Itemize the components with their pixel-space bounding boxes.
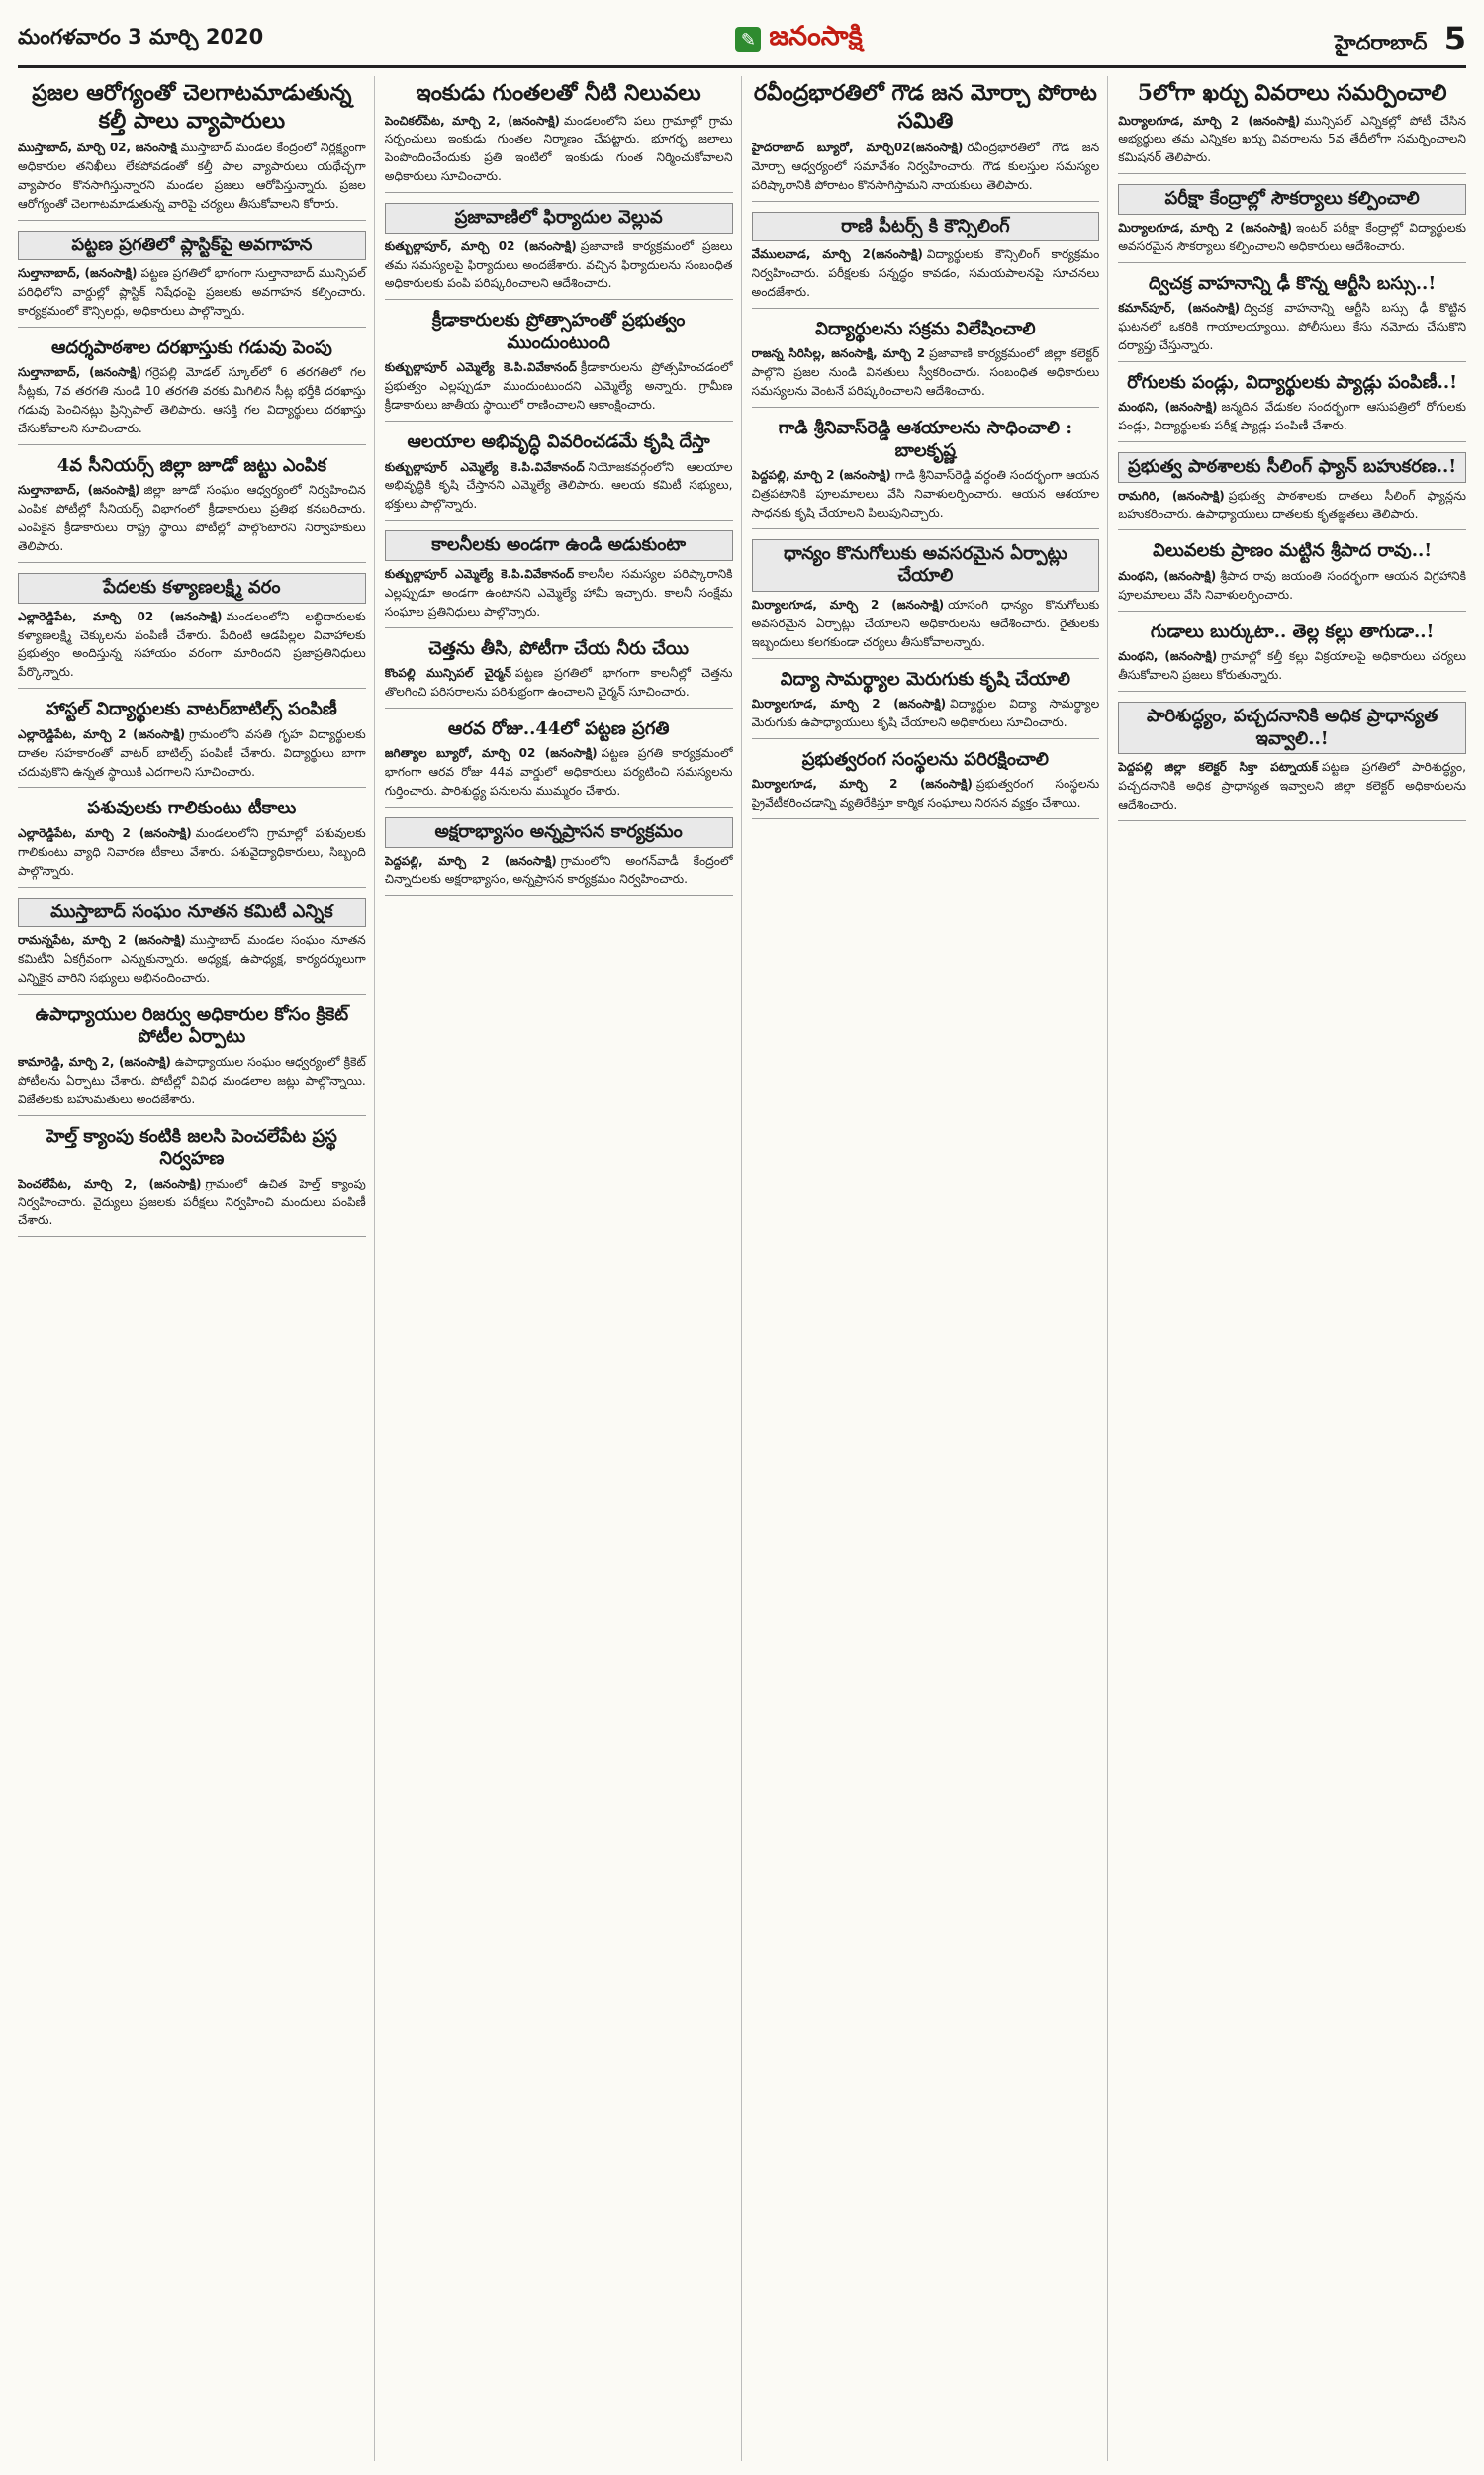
article-body (18, 1053, 366, 1109)
article (18, 573, 366, 689)
article-headline: ముస్తాబాద్ సంఘం నూతన కమిటీ ఎన్నిక (18, 898, 366, 928)
column-1 (18, 76, 375, 2461)
article-dateline: సుల్తానాబాద్, (జనంసాక్షి) (18, 483, 140, 498)
article-dateline: కుత్బుల్లాపూర్ ఎమ్మెల్యే కె.పి.వివేకానంద్ (384, 566, 575, 581)
article (1118, 621, 1466, 692)
article (1118, 452, 1466, 530)
article-text: మండలంలోని లబ్ధిదారులకు కళ్యాణలక్ష్మి చెక్కులను పంపిణీ చేశారు. పేదింటి ఆడపిల్లల వివాహాలకు ప్రభుత్వం అందిస్తున్న సహాయం వరంగా మారిందని ప్రజాప్రతినిధులు పేర్కొన్నారు. (18, 609, 366, 680)
article-headline: ప్రజావాణిలో ఫిర్యాదుల వెల్లువ (385, 203, 733, 234)
article-dateline: జగిత్యాల బ్యూరో, మార్చి 02 (జనంసాక్షి) (384, 746, 598, 761)
article (385, 817, 733, 896)
article-text: విద్యార్థుల విద్యా సామర్థ్యాల మెరుగుకు ఉపాధ్యాయులు కృషి చేయాలని అధికారులు సూచించారు. (751, 697, 1100, 729)
article-text: నియోజకవర్గంలోని ఆలయాల అభివృద్ధికి కృషి చేస్తానని ఎమ్మెల్యే తెలిపారు. ఆలయ కమిటీ సభ్యులు, భక్తులు పాల్గొన్నారు. (384, 459, 733, 512)
article-body (1118, 487, 1466, 524)
article-headline: హెల్త్ క్యాంపు కంటికి జలసి పెంచలేపేట ప్రస్థ నిర్వహణ (46, 1125, 337, 1170)
article-text: యాసంగి ధాన్యం కొనుగోలుకు అవసరమైన ఏర్పాట్లు చేయాలని అధికారులను ఆదేశించారు. రైతులకు ఇబ్బందులు కలగకుండా చర్యలు తీసుకోవాలన్నారు. (751, 597, 1100, 649)
article-dateline: మిర్యాలగూడ, మార్చి 2 (జనంసాక్షి) (1118, 220, 1293, 235)
article-body (385, 852, 733, 890)
article-dateline: పెద్దపల్లి, మార్చి 2 (జనంసాక్షి) (384, 853, 557, 868)
article (752, 80, 1100, 202)
article-dateline: మిర్యాలగూడ, మార్చి 2 (జనంసాక్షి) (751, 777, 973, 792)
article-headline: పారిశుద్ధ్యం, పచ్చదనానికి అధిక ప్రాధాన్యత ఇవ్వాలి..! (1118, 702, 1466, 754)
article-text: పట్టణ ప్రగతిలో భాగంగా సుల్తానాబాద్ మున్సిపల్ పరిధిలోని వార్డుల్లో ప్లాస్టిక్ నిషేధంపై ప్రజలకు అవగాహన కల్పించారు. కార్యక్రమంలో కౌన్సిలర్లు, అధికారులు పాల్గొన్నారు. (18, 266, 366, 318)
article-body (18, 481, 366, 556)
article-text: రవీంద్రభారతిలో గౌడ జన మోర్చా ఆధ్వర్యంలో సమావేశం నిర్వహించారు. గౌడ కులస్తుల సమస్యల పరిష్కారానికి పోరాటం కొనసాగిస్తామని నాయకులు తెలిపారు. (751, 141, 1100, 192)
article-columns (18, 76, 1466, 2461)
article-text: గ్రామంలోని వసతి గృహ విద్యార్థులకు దాతల సహకారంతో వాటర్ బాటిల్స్ పంపిణీ చేశారు. విద్యార్థులు బాగా చదువుకొని ఉన్నత స్థాయికి ఎదగాలని సూచించారు. (18, 726, 366, 779)
column-2 (385, 76, 742, 2461)
article-dateline: మిర్యాలగూడ, మార్చి 2 (జనంసాక్షి) (751, 697, 947, 712)
article-text: జన్మదిన వేడుకల సందర్భంగా ఆసుపత్రిలో రోగులకు పండ్లు, విద్యార్థులకు పరీక్ష ప్యాడ్లు పంపిణీ చేశారు. (1118, 400, 1466, 433)
article (752, 418, 1100, 529)
article-body (1118, 112, 1466, 168)
article (385, 203, 733, 300)
article-dateline: ఎల్లారెడ్డిపేట, మార్చి 02 (జనంసాక్షి) (18, 609, 223, 623)
article-body (752, 344, 1100, 401)
article-body (752, 139, 1100, 195)
article-text: మున్సిపల్ ఎన్నికల్లో పోటీ చేసిన అభ్యర్థులు తమ ఎన్నికల ఖర్చు వివరాలను 5వ తేదీలోగా సమర్పించాలని కమిషనర్ తెలిపారు. (1118, 113, 1466, 165)
article-headline: గుడాలు బుర్కుటా.. తెల్ల కల్లు తాగుడా..! (1150, 620, 1435, 642)
article (18, 898, 366, 995)
article-body (752, 695, 1100, 732)
article-body (752, 596, 1100, 652)
article-headline: ఆదర్శపాఠశాల దరఖాస్తుకు గడువు పెంపు (50, 336, 332, 358)
article-dateline: రామగిరి, (జనంసాక్షి) (1118, 488, 1225, 503)
article-body (18, 824, 366, 881)
article (385, 638, 733, 709)
article-headline: 5లోగా ఖర్చు వివరాలు సమర్పించాలి (1137, 80, 1447, 106)
article-dateline: మంథని, (జనంసాక్షి) (1118, 649, 1218, 664)
article (1118, 184, 1466, 262)
article-dateline: సుల్తానాబాద్, (జనంసాక్షి) (18, 266, 138, 281)
article (752, 749, 1100, 819)
issue-date: మంగళవారం 3 మార్చి 2020 (18, 25, 264, 48)
article-text: ప్రభుత్వ పాఠశాలకు దాతలు సీలింగ్ ఫ్యాన్లను బహుకరించారు. ఉపాధ్యాయులు దాతలకు కృతజ్ఞతలు తెలిపారు. (1118, 488, 1466, 522)
article-body (18, 1175, 366, 1231)
article-text: కాలనీల సమస్యల పరిష్కారానికి ఎల్లప్పుడూ అండగా ఉంటానని ఎమ్మెల్యే హామీ ఇచ్చారు. కాలనీ సంక్షేమ సంఘాల ప్రతినిధులు పాల్గొన్నారు. (384, 566, 733, 619)
article-text: శ్రీపాద రావు జయంతి సందర్భంగా ఆయన విగ్రహానికి పూలమాలలు వేసి నివాళులర్పించారు. (1118, 568, 1466, 602)
article (18, 231, 366, 328)
article-headline: చెత్తను తీసి, పోటీగా చేయ నీరు చేయి (428, 637, 690, 659)
article-body (385, 565, 733, 621)
article-text: గ్రామంలోని అంగన్‌వాడీ కేంద్రంలో చిన్నారులకు అక్షరాభ్యాసం, అన్నప్రాసన కార్యక్రమం నిర్వహించారు. (384, 853, 733, 887)
article-dateline: మిర్యాలగూడ, మార్చి 2 (జనంసాక్షి) (1118, 113, 1301, 128)
article (752, 539, 1100, 659)
article (1118, 702, 1466, 821)
article (385, 431, 733, 521)
article-headline: క్రీడాకారులకు ప్రోత్సాహంతో ప్రభుత్వం ముందుంటుంది (431, 310, 686, 353)
article-dateline: పెంచికల్‌పేట, మార్చి 2, (జనంసాక్షి) (384, 113, 561, 128)
article-headline: గాడి శ్రీనివాస్‌రెడ్డి ఆశయాలను సాధించాలి : బాలకృష్ణ (778, 418, 1073, 461)
article-headline: కాలనీలకు అండగా ఉండి అడుకుంటా (385, 530, 733, 561)
article-body (1118, 647, 1466, 685)
article-body (385, 112, 733, 187)
article-dateline: ఎల్లారెడ్డిపేట, మార్చి 2 (జనంసాక్షి) (18, 726, 186, 741)
logo-text: జనంసాక్షి (769, 21, 863, 51)
article-headline: ప్రభుత్వ పాఠశాలకు సీలింగ్ ఫ్యాన్ బహుకరణ..! (1118, 452, 1466, 483)
article-text: విద్యార్థులకు కౌన్సిలింగ్ కార్యక్రమం నిర్వహించారు. పరీక్షలకు సన్నద్ధం కావడం, సమయపాలనపై సూచనలు అందజేశారు. (751, 247, 1100, 300)
article-headline: రాణి పీటర్స్ కి కౌన్సిలింగ్ (752, 212, 1100, 242)
article-body (752, 245, 1100, 302)
article-headline: ఉపాధ్యాయుల రిజర్వు అధికారుల కోసం క్రికెట్ పోటీల ఏర్పాటు (35, 1003, 349, 1048)
article-text: ముస్తాబాద్ మండల సంఘం నూతన కమిటీని ఏకగ్రీవంగా ఎన్నుకున్నారు. అధ్యక్ష, ఉపాధ్యక్ష, కార్యదర్శులుగా ఎన్నికైన వారిని సభ్యులు అభినందించారు. (18, 933, 366, 985)
article-headline: పట్టణ ప్రగతిలో ప్లాస్టిక్‌పై అవగాహన (18, 231, 366, 261)
edition-info (1335, 20, 1466, 60)
masthead-logo (735, 21, 862, 58)
article-body (18, 931, 366, 988)
article-text: గాడి శ్రీనివాస్‌రెడ్డి వర్ధంతి సందర్భంగా ఆయన చిత్రపటానికి పూలమాలలు వేసి నివాళులర్పించారు. ఆయన ఆశయాల సాధనకు కృషి చేయాలని పిలుపునిచ్చారు. (751, 468, 1100, 520)
article (752, 212, 1100, 309)
article (752, 669, 1100, 739)
article-body (18, 725, 366, 782)
article-body (1118, 398, 1466, 435)
article-dateline: పెద్దపల్లి జిల్లా కలెక్టర్ సిక్తా పట్నాయక్ (1118, 760, 1319, 774)
article-dateline: కుత్బుల్లాపూర్, మార్చి 02 (జనంసాక్షి) (384, 238, 577, 253)
article-headline: విద్యార్థులను సక్రమ విలేషించాలి (815, 318, 1036, 339)
article-dateline: రామన్నపేట, మార్చి 2 (జనంసాక్షి) (18, 933, 186, 948)
article-body (1118, 567, 1466, 605)
article-dateline: కుత్బుల్లాపూర్ ఎమ్మెల్యే కె.పి.వివేకానంద్ (384, 360, 578, 375)
page-number: 5 (1443, 19, 1466, 57)
article (18, 455, 366, 563)
article (1118, 273, 1466, 362)
article-dateline: పెద్దపల్లి, మార్చి 2 (జనంసాక్షి) (751, 468, 891, 483)
article (385, 80, 733, 193)
article-headline: 4వ సీనియర్స్ జిల్లా జూడో జట్టు ఎంపిక (56, 454, 326, 476)
article-body (1118, 299, 1466, 355)
article-text: పట్టణ ప్రగతిలో పారిశుద్ధ్యం, పచ్చదనానికి అధిక ప్రాధాన్యత ఇవ్వాలని జిల్లా కలెక్టర్ అధికారులను ఆదేశించారు. (1118, 760, 1466, 811)
article-headline: పరీక్షా కేంద్రాల్లో సౌకర్యాలు కల్పించాలి (1118, 184, 1466, 215)
article (385, 530, 733, 627)
edition-city: హైదరాబాద్ (1334, 30, 1428, 54)
article (385, 310, 733, 422)
article-headline: పశువులకు గాలికుంటు టీకాలు (87, 798, 297, 819)
article-headline: రోగులకు పండ్లు, విద్యార్థులకు ప్యాడ్లు పంపిణీ..! (1127, 371, 1458, 393)
article-body (385, 664, 733, 702)
article-text: పట్టణ ప్రగతిలో భాగంగా కాలనీల్లో చెత్తను తొలగించి పరిసరాలను పరిశుభ్రంగా ఉంచాలని చైర్మన్ సూచించారు. (384, 666, 733, 699)
article (18, 699, 366, 788)
article (18, 798, 366, 887)
article-body (18, 363, 366, 438)
article-body (1118, 758, 1466, 814)
article-body (385, 744, 733, 801)
column-3 (752, 76, 1109, 2461)
article-headline: ఇంకుడు గుంతలతో నీటి నిలువలు (416, 80, 701, 106)
article-headline: హాస్టల్ విద్యార్థులకు వాటర్‌బాటిల్స్ పంపిణీ (46, 699, 337, 720)
article-body (385, 358, 733, 415)
article-text: మండలంలోని గ్రామాల్లో పశువులకు గాలికుంటు వ్యాధి నివారణ టీకాలు వేశారు. పశువైద్యాధికారులు, సిబ్బంది పాల్గొన్నారు. (18, 825, 366, 878)
article-headline: ఆరవ రోజు..44లో పట్టణ ప్రగతి (447, 717, 670, 739)
article-dateline: ఎల్లారెడ్డిపేట, మార్చి 2 (జనంసాక్షి) (18, 825, 192, 840)
article-dateline: మిర్యాలగూడ, మార్చి 2 (జనంసాక్షి) (751, 597, 945, 612)
article-dateline: కొంపల్లి మున్సిపల్ చైర్మన్ (384, 666, 511, 680)
article (18, 80, 366, 221)
article (1118, 80, 1466, 174)
article-body (18, 139, 366, 214)
article (385, 718, 733, 808)
article-headline: ద్విచక్ర వాహనాన్ని ఢీ కొన్న ఆర్టీసి బస్సు..! (1149, 272, 1437, 294)
article-text: జిల్లా జూడో సంఘం ఆధ్వర్యంలో నిర్వహించిన ఎంపిక పోటీల్లో సీనియర్స్ విభాగంలో క్రీడాకారులు ప్రతిభ కనబరిచారు. ఎంపికైన క్రీడాకారులు రాష్ట్ర స్థాయి పోటీల్లో పాల్గొంటారని నిర్వాహకులు తెలిపారు. (18, 483, 366, 554)
article-dateline: సుల్తానాబాద్, (జనంసాక్షి) (18, 365, 142, 380)
article-dateline: ముస్తాబాద్, మార్చి 02, జనంసాక్షి (18, 141, 177, 154)
article-text: ప్రజావాణి కార్యక్రమంలో జిల్లా కలెక్టర్ పాల్గొని ప్రజల నుండి వినతులు స్వీకరించారు. సంబంధిత అధికారులు సమస్యలను వెంటనే పరిష్కరించాలని ఆదేశించారు. (751, 346, 1100, 399)
article (1118, 372, 1466, 442)
article-text: పట్టణ ప్రగతి కార్యక్రమంలో భాగంగా ఆరవ రోజు 44వ వార్డులో అధికారులు పర్యటించి సమస్యలను గుర్తించారు. పారిశుద్ధ్య పనులను ముమ్మరం చేశారు. (384, 746, 733, 799)
article-text: ద్విచక్ర వాహనాన్ని ఆర్టీసి బస్సు ఢీ కొట్టిన ఘటనలో ఒకరికి గాయాలయ్యాయి. పోలీసులు కేసు నమోదు చేసుకొని దర్యాప్తు చేస్తున్నారు. (1118, 301, 1466, 352)
article-text: గర్రెపల్లి మోడల్ స్కూల్‌లో 6 తరగతిలో గల సీట్లకు, 7వ తరగతి నుండి 10 తరగతి వరకు మిగిలిన సీట్ల భర్తీకి దరఖాస్తు గడువు పెంచినట్లు ప్రిన్సిపాల్ తెలిపారు. ఆసక్తి గల విద్యార్థులు దరఖాస్తు చేసుకోవాలని సూచించారు. (18, 365, 366, 436)
article-body (385, 238, 733, 294)
article-text: మండలంలోని పలు గ్రామాల్లో గ్రామ సర్పంచులు ఇంకుడు గుంతల నిర్మాణం చేపట్టారు. భూగర్భ జలాలు పెంపొందించేందుకు ప్రతి ఇంటిలో ఇంకుడు గుంత నిర్మించుకోవాలని అధికారులు సూచించారు. (384, 113, 733, 184)
article-text: క్రీడాకారులను ప్రోత్సహించడంలో ప్రభుత్వం ఎల్లప్పుడూ ముందుంటుందని ఎమ్మెల్యే అన్నారు. గ్రామీణ క్రీడాకారులు జాతీయ స్థాయిలో రాణించాలని ఆకాంక్షించారు. (384, 360, 733, 413)
article-text: ఇంటర్ పరీక్షా కేంద్రాల్లో విద్యార్థులకు అవసరమైన సౌకర్యాలు కల్పించాలని అధికారులు ఆదేశించారు. (1118, 220, 1466, 253)
article-headline: పేదలకు కళ్యాణలక్ష్మి వరం (18, 573, 366, 604)
article-dateline: పెంచలేపేట, మార్చి 2, (జనంసాక్షి) (18, 1176, 202, 1190)
article-headline: విలువలకు ప్రాణం మట్టిన శ్రీపాద రావు..! (1153, 540, 1433, 562)
article-body (752, 775, 1100, 812)
article-dateline: హైదరాబాద్ బ్యూరో, మార్చి02(జనంసాక్షి) (751, 141, 964, 154)
article-headline: ప్రజల ఆరోగ్యంతో చెలగాటమాడుతున్న కల్తీ పాలు వ్యాపారులు (32, 80, 352, 134)
article-dateline: వేములవాడ, మార్చి 2(జనంసాక్షి) (751, 247, 923, 262)
article-text: గ్రామంలో ఉచిత హెల్త్ క్యాంపు నిర్వహించారు. వైద్యులు ప్రజలకు పరీక్షలు నిర్వహించి మందులు పంపిణీ చేశారు. (18, 1176, 366, 1228)
article-headline: అక్షరాభ్యాసం అన్నప్రాసన కార్యక్రమం (385, 817, 733, 848)
article-body (18, 608, 366, 683)
masthead (18, 14, 1466, 68)
article-body (752, 466, 1100, 523)
article (18, 337, 366, 445)
article-body (385, 458, 733, 515)
article-headline: ఆలయాల అభివృద్ధి వివరించడమే కృషి దేస్తా (407, 431, 710, 453)
article (18, 1004, 366, 1116)
article (752, 319, 1100, 408)
article-text: ప్రభుత్వరంగ సంస్థలను ప్రైవేటీకరించడాన్ని వ్యతిరేకిస్తూ కార్మిక సంఘాలు నిరసన వ్యక్తం చేశాయి. (751, 777, 1100, 810)
article-body (1118, 219, 1466, 256)
article (18, 1126, 366, 1238)
article-headline: రవీంద్రభారతిలో గౌడ జన మోర్చా పోరాట సమితి (753, 80, 1097, 134)
article-headline: ప్రభుత్వరంగ సంస్థలను పరిరక్షించాలి (801, 748, 1049, 770)
article-text: ఉపాధ్యాయుల సంఘం ఆధ్వర్యంలో క్రికెట్ పోటీలను ఏర్పాటు చేశారు. పోటీల్లో వివిధ మండలాల జట్లు పాల్గొన్నాయి. విజేతలకు బహుమతులు అందజేశారు. (18, 1054, 366, 1106)
article-dateline: మంథని, (జనంసాక్షి) (1118, 568, 1217, 583)
article-text: గ్రామాల్లో కల్తీ కల్లు విక్రయాలపై అధికారులు చర్యలు తీసుకోవాలని ప్రజలు కోరుతున్నారు. (1118, 649, 1466, 683)
article-text: ముస్తాబాద్ మండల కేంద్రంలో నిర్లక్ష్యంగా అధికారుల తనిఖీలు లేకపోవడంతో కల్తీ పాల వ్యాపారులు యథేచ్ఛగా వ్యాపారం కొనసాగిస్తున్నారని మండల ప్రజలు ఆరోపిస్తున్నారు. ప్రజల ఆరోగ్యంతో చెలగాటమాడుతున్న వారిపై చర్యలు తీసుకోవాలని కోరారు. (18, 141, 366, 211)
logo-mark-icon: ✎ (735, 27, 761, 52)
article (1118, 540, 1466, 611)
column-4 (1118, 76, 1466, 2461)
article-headline: విద్యా సామర్థ్యాల మెరుగుకు కృషి చేయాలి (780, 668, 1070, 690)
article-body (18, 264, 366, 321)
article-dateline: రాజన్న సిరిసిల్ల, జనంసాక్షి, మార్చి 2 (751, 346, 926, 361)
article-text: ప్రజావాణి కార్యక్రమంలో ప్రజలు తమ సమస్యలపై ఫిర్యాదులు అందజేశారు. వచ్చిన ఫిర్యాదులను సంబంధిత అధికారులకు పంపి పరిష్కరించాలని ఆదేశించారు. (384, 238, 733, 291)
article-dateline: కామారెడ్డి, మార్చి 2, (జనంసాక్షి) (18, 1054, 171, 1069)
article-dateline: కుత్బుల్లాపూర్ ఎమ్మెల్యే కె.పి.వివేకానంద్ (384, 459, 585, 474)
article-dateline: మంథని, (జనంసాక్షి) (1118, 400, 1218, 415)
article-headline: ధాన్యం కొనుగోలుకు అవసరమైన ఏర్పాట్లు చేయాలి (752, 539, 1100, 592)
article-dateline: కమాన్‌పూర్, (జనంసాక్షి) (1118, 301, 1241, 316)
